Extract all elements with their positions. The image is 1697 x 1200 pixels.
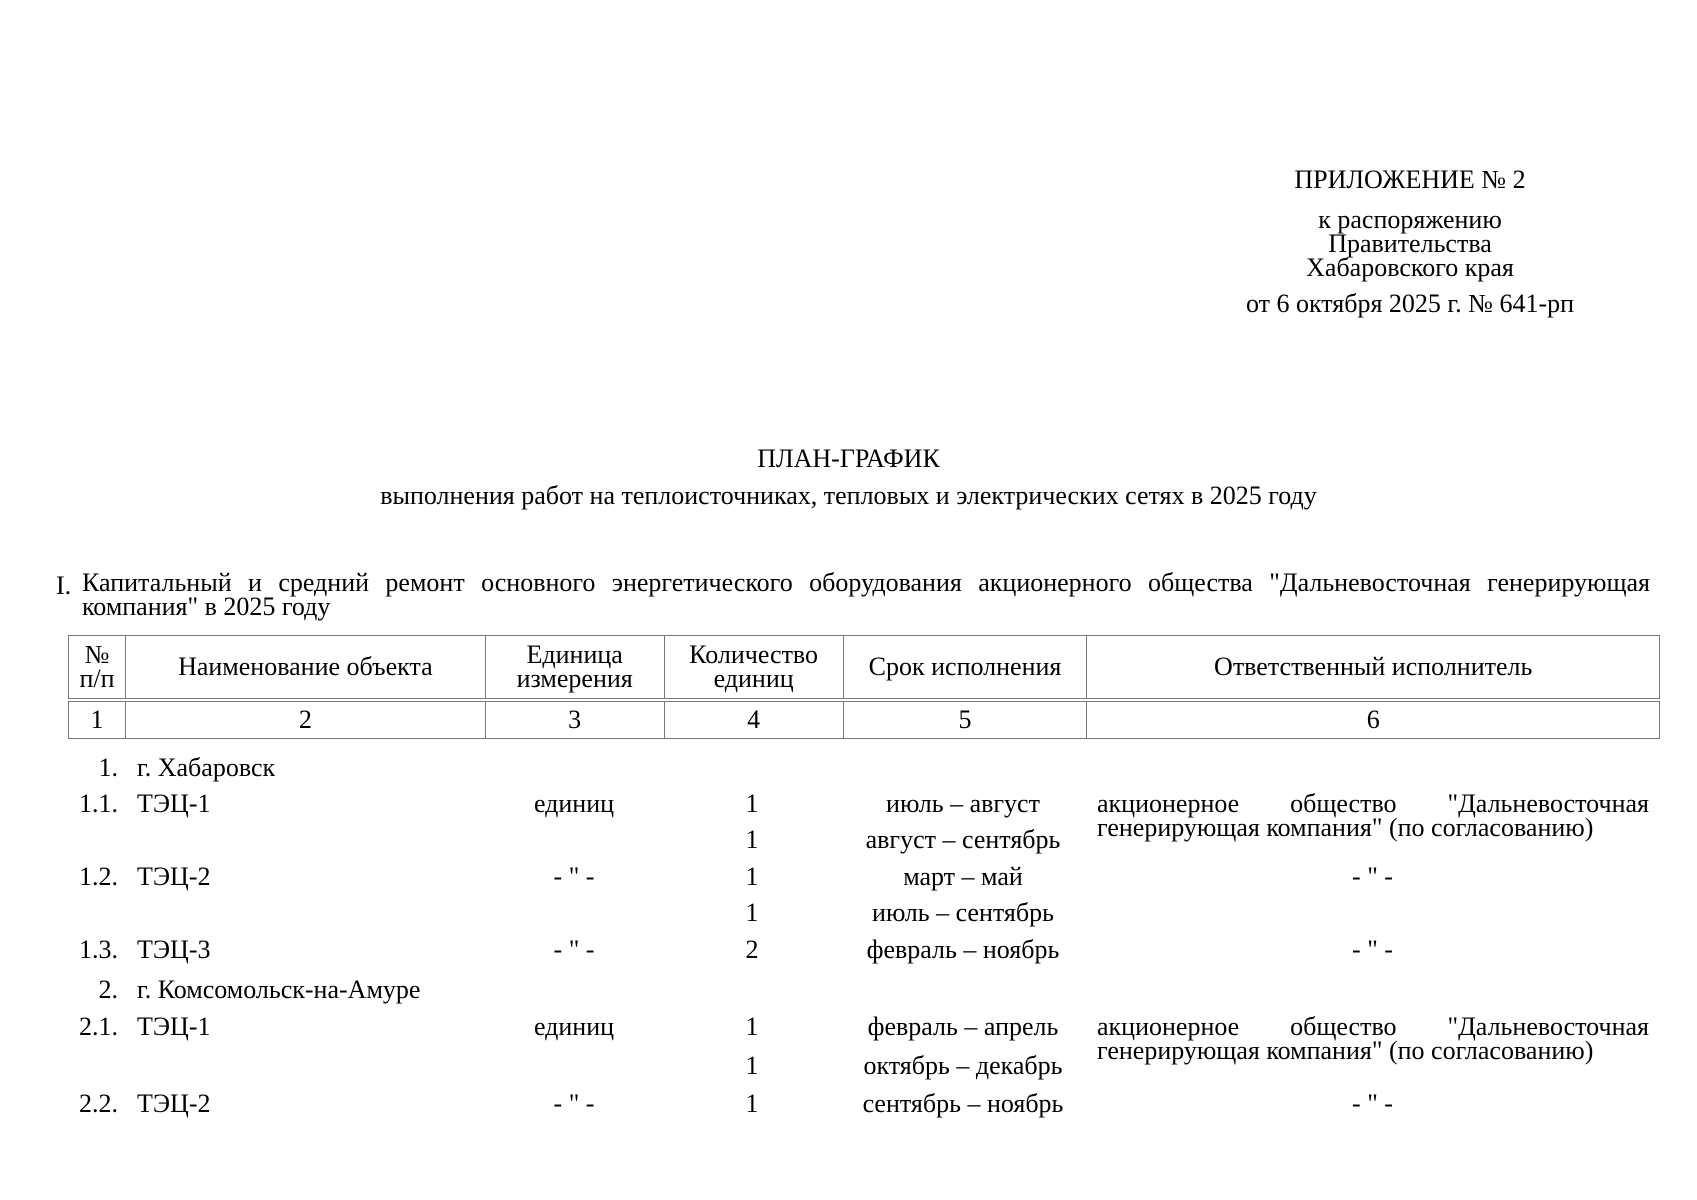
row-term: июль – сентябрь bbox=[872, 898, 1054, 927]
group-number: 1. bbox=[98, 753, 118, 782]
column-number-3: 3 bbox=[485, 702, 664, 739]
row-number: 1.3. bbox=[79, 935, 118, 964]
section-number: I. bbox=[56, 571, 72, 600]
document-title: ПЛАН-ГРАФИК bbox=[757, 444, 940, 473]
row-term: март – май bbox=[903, 862, 1023, 891]
row-quantity: 1 bbox=[745, 789, 759, 818]
row-number: 2.2. bbox=[79, 1089, 118, 1118]
row-unit: единиц bbox=[533, 789, 615, 818]
table-header bbox=[68, 635, 1660, 739]
group-name: г. Комсомольск-на-Амуре bbox=[137, 975, 421, 1004]
row-number: 1.2. bbox=[79, 862, 118, 891]
table-header-row bbox=[69, 636, 1660, 699]
row-executor: - " - bbox=[1352, 935, 1393, 964]
row-unit: - " - bbox=[553, 862, 595, 891]
column-number-1: 1 bbox=[69, 702, 126, 739]
row-executor: - " - bbox=[1352, 1089, 1393, 1118]
row-term: февраль – ноябрь bbox=[866, 935, 1060, 964]
row-executor: - " - bbox=[1352, 862, 1393, 891]
row-unit: - " - bbox=[553, 935, 595, 964]
row-quantity: 1 bbox=[745, 898, 759, 927]
row-term: октябрь – декабрь bbox=[863, 1051, 1063, 1080]
row-term: июль – август bbox=[886, 789, 1040, 818]
row-object-name: ТЭЦ-1 bbox=[137, 1012, 211, 1041]
header-executor: Ответственный исполнитель bbox=[1087, 636, 1660, 699]
row-quantity: 1 bbox=[745, 1051, 759, 1080]
group-number: 2. bbox=[98, 975, 118, 1004]
column-number-4: 4 bbox=[664, 702, 843, 739]
header-quantity: Количество единиц bbox=[664, 636, 843, 699]
row-object-name: ТЭЦ-1 bbox=[137, 789, 211, 818]
row-object-name: ТЭЦ-3 bbox=[137, 935, 211, 964]
row-quantity: 1 bbox=[745, 1089, 759, 1118]
row-unit: единиц bbox=[533, 1012, 615, 1041]
section-heading: Капитальный и средний ремонт основного энергетического оборудования акционерного общества "Дальневосточная генерирующая компания" в 2025 году bbox=[82, 568, 1650, 621]
row-unit: - " - bbox=[553, 1089, 595, 1118]
row-number: 2.1. bbox=[79, 1012, 118, 1041]
group-name: г. Хабаровск bbox=[137, 753, 276, 782]
row-term: август – сентябрь bbox=[865, 825, 1061, 854]
table-column-numbers-row bbox=[69, 702, 1660, 739]
row-quantity: 1 bbox=[745, 1012, 759, 1041]
row-term: сентябрь – ноябрь bbox=[862, 1089, 1064, 1118]
annex-line-2: Правительства bbox=[1328, 229, 1492, 258]
row-number: 1.1. bbox=[79, 789, 118, 818]
header-number: № п/п bbox=[69, 636, 126, 699]
row-executor: акционерное общество "Дальневосточная генерирующая компания" (по согласованию) bbox=[1097, 1012, 1649, 1065]
annex-line-3: Хабаровского края bbox=[1306, 253, 1514, 282]
annex-title: ПРИЛОЖЕНИЕ № 2 bbox=[1294, 165, 1526, 194]
annex-date-line: от 6 октября 2025 г. № 641-рп bbox=[1245, 289, 1575, 318]
row-executor: акционерное общество "Дальневосточная генерирующая компания" (по согласованию) bbox=[1097, 789, 1649, 842]
row-object-name: ТЭЦ-2 bbox=[137, 1089, 211, 1118]
row-term: февраль – апрель bbox=[867, 1012, 1059, 1041]
column-number-2: 2 bbox=[125, 702, 485, 739]
document-subtitle: выполнения работ на теплоисточниках, тепловых и электрических сетях в 2025 году bbox=[380, 481, 1317, 510]
header-object-name: Наименование объекта bbox=[125, 636, 485, 699]
row-quantity: 1 bbox=[745, 825, 759, 854]
header-unit: Единица измерения bbox=[485, 636, 664, 699]
row-quantity: 1 bbox=[745, 862, 759, 891]
column-number-6: 6 bbox=[1087, 702, 1660, 739]
column-number-5: 5 bbox=[843, 702, 1087, 739]
row-object-name: ТЭЦ-2 bbox=[137, 862, 211, 891]
header-term: Срок исполнения bbox=[843, 636, 1087, 699]
annex-line-1: к распоряжению bbox=[1318, 205, 1502, 234]
row-quantity: 2 bbox=[745, 935, 759, 964]
